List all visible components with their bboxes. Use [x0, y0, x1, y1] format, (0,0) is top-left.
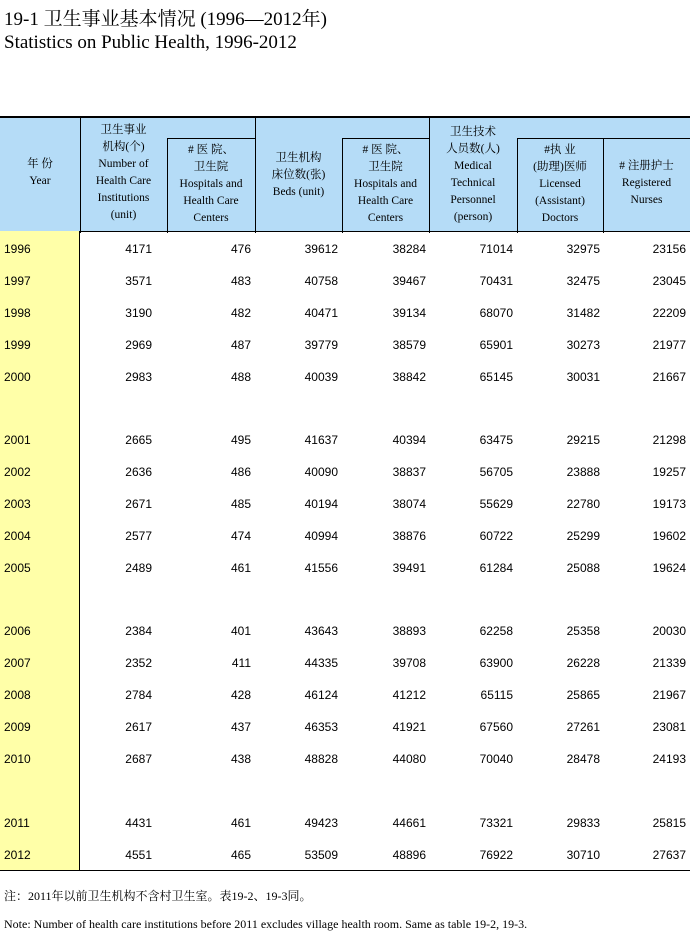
cell-hospitals2: 40394	[392, 433, 426, 447]
cell-nurses: 25815	[652, 816, 686, 830]
cell-doctors: 25865	[566, 688, 600, 702]
cell-beds: 40994	[304, 529, 338, 543]
table-row	[0, 813, 690, 833]
table-row	[0, 717, 690, 737]
cell-personnel: 63900	[479, 656, 513, 670]
cell-hospitals1: 461	[230, 561, 251, 575]
cell-year: 2010	[4, 752, 31, 766]
cell-personnel: 68070	[479, 306, 513, 320]
cell-institutions: 2671	[125, 497, 152, 511]
cell-year: 2000	[4, 370, 31, 384]
cell-institutions: 2384	[125, 624, 152, 638]
cell-hospitals1: 401	[230, 624, 251, 638]
header-year: 年 份 Year	[27, 158, 53, 187]
cell-nurses: 21667	[652, 370, 686, 384]
page-subtitle: Statistics on Public Health, 1996-2012	[4, 32, 297, 53]
cell-hospitals2: 48896	[392, 848, 426, 862]
table-row	[0, 749, 690, 769]
note-english: Note: Number of health care institutions before 2011 excludes village health room. Same as table 19-2, 19-3.	[4, 917, 528, 931]
cell-institutions: 2577	[125, 529, 152, 543]
cell-hospitals1: 485	[230, 497, 251, 511]
table-row	[0, 430, 690, 450]
cell-nurses: 22209	[652, 306, 686, 320]
cell-nurses: 23081	[652, 720, 686, 734]
note-chinese: 注：2011年以前卫生机构不含村卫生室。表19-2、19-3同。	[4, 889, 312, 903]
cell-year: 2001	[4, 433, 31, 447]
cell-hospitals1: 411	[231, 656, 251, 670]
cell-personnel: 70431	[479, 274, 513, 288]
cell-personnel: 67560	[479, 720, 513, 734]
cell-hospitals1: 488	[230, 370, 251, 384]
cell-hospitals2: 39491	[392, 561, 426, 575]
cell-institutions: 4551	[125, 848, 152, 862]
cell-year: 1999	[4, 338, 31, 352]
cell-doctors: 25299	[566, 529, 600, 543]
cell-institutions: 3190	[125, 306, 152, 320]
cell-doctors: 29833	[566, 816, 600, 830]
cell-doctors: 31482	[566, 306, 600, 320]
cell-year: 2011	[4, 816, 30, 830]
cell-beds: 39779	[304, 338, 338, 352]
cell-hospitals2: 41921	[392, 720, 426, 734]
header-nurses: # 注册护士 Registered Nurses	[619, 160, 674, 206]
cell-institutions: 2617	[125, 720, 152, 734]
cell-personnel: 65901	[479, 338, 513, 352]
cell-hospitals2: 38074	[392, 497, 426, 511]
cell-personnel: 55629	[479, 497, 513, 511]
header-beds: 卫生机构 床位数(张) Beds (unit)	[271, 152, 326, 198]
table-row	[0, 462, 690, 482]
table-row	[0, 653, 690, 673]
header-hospitals-beds: # 医 院、 卫生院 Hospitals and Health Care Centers	[354, 144, 417, 224]
cell-beds: 49423	[304, 816, 338, 830]
cell-beds: 44335	[304, 656, 338, 670]
cell-hospitals1: 495	[230, 433, 251, 447]
table-row	[0, 685, 690, 705]
cell-year: 2004	[4, 529, 31, 543]
cell-hospitals1: 486	[230, 465, 251, 479]
cell-year: 2003	[4, 497, 31, 511]
cell-personnel: 65145	[479, 370, 513, 384]
cell-institutions: 4171	[125, 242, 152, 256]
cell-institutions: 3571	[125, 274, 152, 288]
table-row	[0, 558, 690, 578]
cell-nurses: 19257	[652, 465, 686, 479]
cell-beds: 41556	[304, 561, 338, 575]
header-institutions: 卫生事业 机构(个) Number of Health Care Institutions (unit)	[95, 124, 152, 221]
cell-hospitals1: 437	[230, 720, 251, 734]
table-row	[0, 494, 690, 514]
year-column-background	[0, 231, 80, 871]
cell-nurses: 21977	[652, 338, 686, 352]
cell-institutions: 2969	[125, 338, 152, 352]
table-row	[0, 845, 690, 865]
cell-nurses: 21298	[652, 433, 686, 447]
cell-beds: 40194	[304, 497, 338, 511]
cell-year: 1997	[4, 274, 31, 288]
cell-hospitals2: 38842	[392, 370, 426, 384]
cell-nurses: 19602	[652, 529, 686, 543]
cell-institutions: 2687	[125, 752, 152, 766]
cell-nurses: 23156	[652, 242, 686, 256]
cell-nurses: 21339	[652, 656, 686, 670]
cell-beds: 48828	[304, 752, 338, 766]
cell-hospitals2: 38284	[392, 242, 426, 256]
cell-doctors: 30710	[566, 848, 600, 862]
cell-hospitals2: 44080	[392, 752, 426, 766]
cell-hospitals2: 41212	[392, 688, 426, 702]
cell-personnel: 61284	[479, 561, 513, 575]
cell-institutions: 2352	[125, 656, 152, 670]
cell-nurses: 21967	[652, 688, 686, 702]
cell-doctors: 25358	[566, 624, 600, 638]
cell-doctors: 32475	[566, 274, 600, 288]
cell-personnel: 63475	[479, 433, 513, 447]
cell-year: 2008	[4, 688, 31, 702]
cell-hospitals2: 39467	[392, 274, 426, 288]
cell-doctors: 30273	[566, 338, 600, 352]
cell-doctors: 30031	[566, 370, 600, 384]
header-hospitals-institutions: # 医 院、 卫生院 Hospitals and Health Care Centers	[179, 144, 243, 224]
cell-hospitals2: 38893	[392, 624, 426, 638]
cell-personnel: 56705	[479, 465, 513, 479]
cell-beds: 46353	[304, 720, 338, 734]
cell-hospitals1: 474	[230, 529, 251, 543]
table-row	[0, 271, 690, 291]
cell-doctors: 29215	[566, 433, 600, 447]
cell-hospitals2: 39708	[392, 656, 426, 670]
cell-hospitals2: 38837	[392, 465, 426, 479]
cell-nurses: 20030	[652, 624, 686, 638]
cell-institutions: 2489	[125, 561, 152, 575]
cell-nurses: 24193	[652, 752, 686, 766]
cell-personnel: 62258	[479, 624, 513, 638]
cell-hospitals1: 487	[230, 338, 251, 352]
cell-institutions: 4431	[125, 816, 152, 830]
cell-institutions: 2784	[125, 688, 152, 702]
cell-year: 2012	[4, 848, 31, 862]
page-title: 19-1 卫生事业基本情况 (1996—2012年)	[4, 9, 327, 30]
table-bottom-rule	[0, 870, 690, 871]
cell-nurses: 23045	[652, 274, 686, 288]
table-row	[0, 239, 690, 259]
cell-personnel: 60722	[479, 529, 513, 543]
cell-personnel: 73321	[479, 816, 513, 830]
cell-hospitals1: 482	[230, 306, 251, 320]
cell-personnel: 65115	[480, 688, 513, 702]
cell-doctors: 26228	[566, 656, 600, 670]
cell-beds: 53509	[304, 848, 338, 862]
cell-beds: 40471	[304, 306, 338, 320]
cell-institutions: 2983	[125, 370, 152, 384]
header-doctors: #执 业 (助理)医师 Licensed (Assistant) Doctors	[533, 144, 587, 224]
table-row	[0, 526, 690, 546]
cell-year: 2006	[4, 624, 31, 638]
cell-nurses: 19173	[652, 497, 686, 511]
table-row	[0, 303, 690, 323]
cell-year: 1996	[4, 242, 31, 256]
cell-hospitals2: 39134	[392, 306, 426, 320]
table-row	[0, 621, 690, 641]
cell-hospitals1: 465	[230, 848, 251, 862]
cell-nurses: 27637	[652, 848, 686, 862]
cell-beds: 39612	[304, 242, 338, 256]
cell-institutions: 2665	[125, 433, 152, 447]
cell-hospitals1: 483	[230, 274, 251, 288]
cell-hospitals2: 38579	[392, 338, 426, 352]
table-row	[0, 367, 690, 387]
cell-personnel: 71014	[479, 242, 513, 256]
table-header	[0, 116, 690, 231]
cell-institutions: 2636	[125, 465, 152, 479]
cell-hospitals1: 476	[230, 242, 251, 256]
cell-doctors: 23888	[566, 465, 600, 479]
cell-beds: 46124	[304, 688, 338, 702]
cell-doctors: 25088	[566, 561, 600, 575]
cell-year: 2002	[4, 465, 31, 479]
cell-personnel: 76922	[479, 848, 513, 862]
cell-year: 2007	[4, 656, 31, 670]
cell-doctors: 28478	[566, 752, 600, 766]
cell-beds: 40090	[304, 465, 338, 479]
cell-year: 2005	[4, 561, 31, 575]
cell-hospitals2: 44661	[392, 816, 426, 830]
table-row	[0, 335, 690, 355]
cell-hospitals1: 438	[230, 752, 251, 766]
cell-beds: 43643	[304, 624, 338, 638]
cell-nurses: 19624	[652, 561, 686, 575]
cell-doctors: 22780	[566, 497, 600, 511]
cell-beds: 40039	[304, 370, 338, 384]
cell-hospitals1: 428	[230, 688, 251, 702]
cell-personnel: 70040	[479, 752, 513, 766]
cell-year: 1998	[4, 306, 31, 320]
cell-beds: 41637	[304, 433, 338, 447]
cell-doctors: 27261	[566, 720, 600, 734]
cell-hospitals2: 38876	[392, 529, 426, 543]
cell-hospitals1: 461	[230, 816, 251, 830]
cell-beds: 40758	[304, 274, 338, 288]
header-personnel: 卫生技术 人员数(人) Medical Technical Personnel (person)	[446, 126, 500, 223]
cell-doctors: 32975	[566, 242, 600, 256]
cell-year: 2009	[4, 720, 31, 734]
